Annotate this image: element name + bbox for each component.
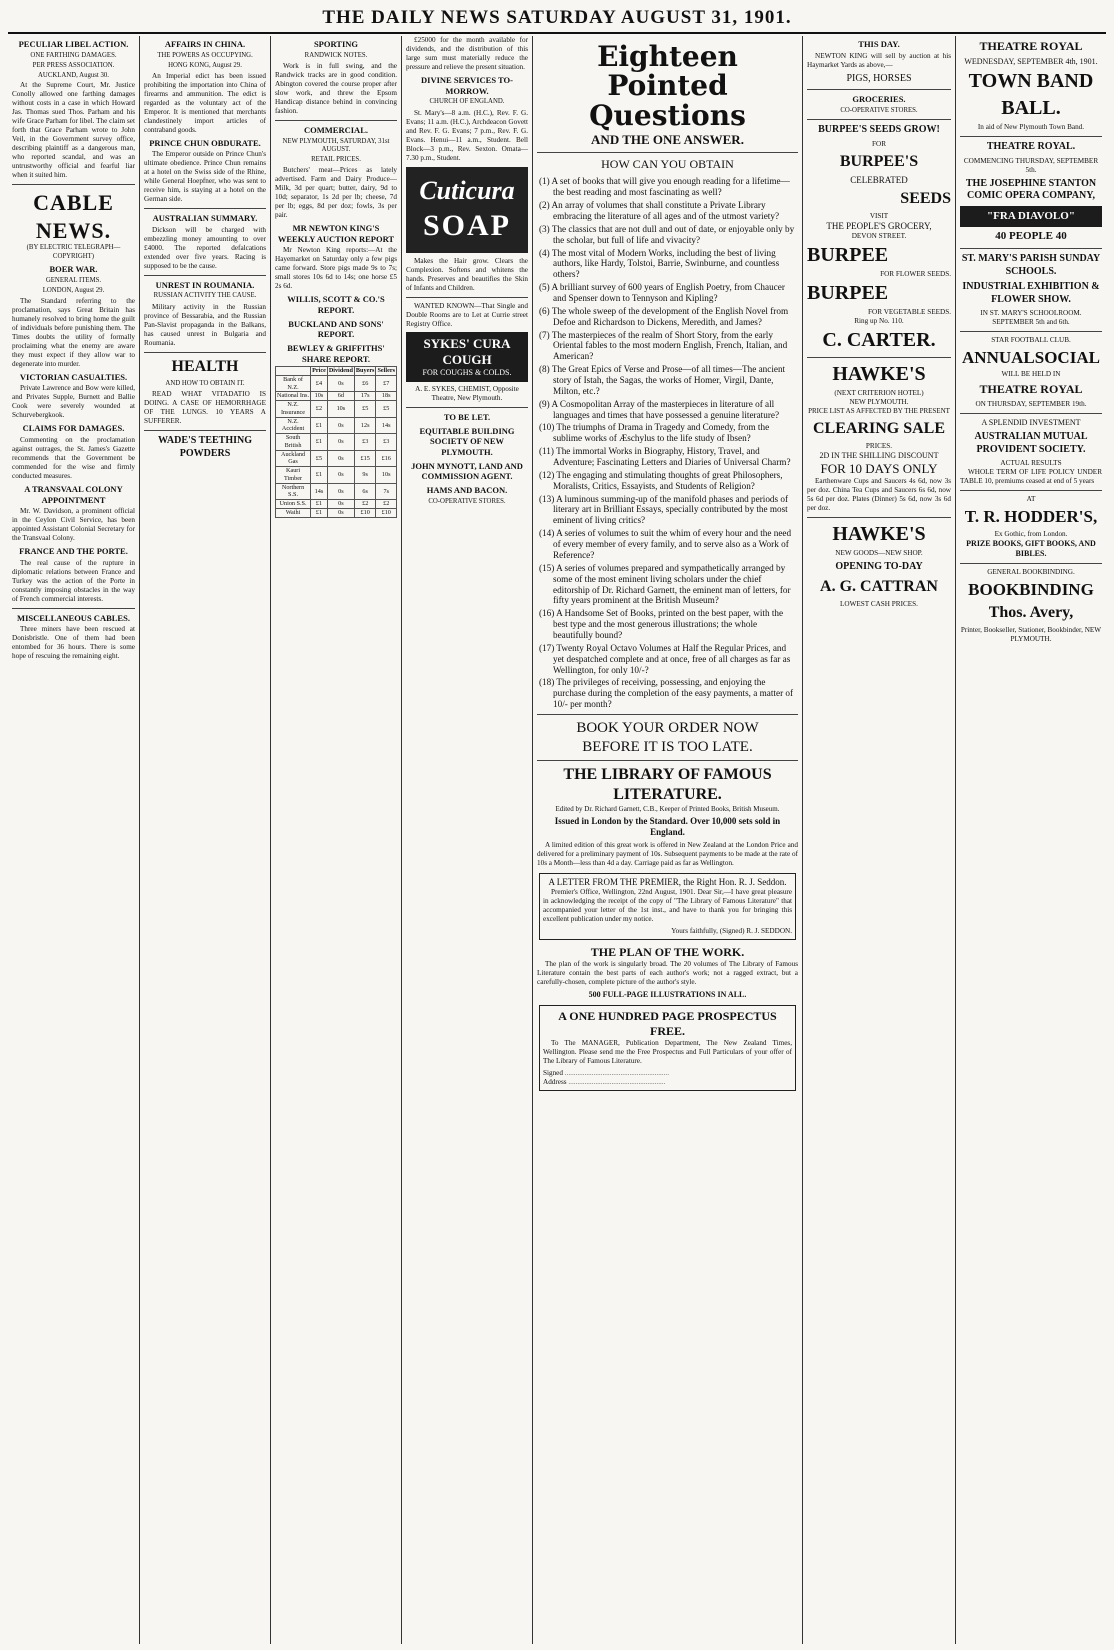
fra-diavolo: "FRA DIAVOLO": [960, 206, 1102, 228]
divider: [12, 608, 135, 609]
divider: [537, 714, 798, 715]
coupon-signed-row: [543, 1069, 792, 1078]
prices-label: PRICES.: [865, 441, 893, 450]
share-cell: 0s: [327, 500, 354, 509]
share-cell: 6s: [354, 483, 376, 500]
share-cell: Auckland Gas: [276, 450, 311, 467]
sykes-address: A. E. SYKES, CHEMIST, Opposite Theatre, New Plymouth.: [415, 385, 519, 403]
lowest-cash: LOWEST CASH PRICES.: [840, 599, 918, 608]
divider: [406, 297, 528, 298]
football-club: STAR FOOTBALL CLUB.: [991, 336, 1071, 344]
column-3: [271, 36, 402, 1644]
policy-body: WHOLE TERM OF LIFE POLICY UNDER TABLE 10, premiums ceased at end of 5 years: [960, 468, 1102, 486]
clearing-sale: CLEARING SALE: [812, 419, 946, 437]
article-subheading: CHURCH OF ENGLAND.: [429, 98, 505, 106]
share-cell: £6: [354, 375, 376, 392]
divider: [807, 517, 951, 518]
divider: [144, 352, 266, 353]
question-item: (6) The whole sweep of the development of the English Novel from Defoe and Richardson to Dickens, Meredith, and James?: [539, 305, 789, 327]
divider: [960, 248, 1102, 249]
share-cell: £5: [354, 401, 376, 418]
article-subheading: RETAIL PRICES.: [311, 155, 361, 163]
question-item: (7) The masterpieces of the realm of Short Story, from the early Oriental fables to the most modern English, French, Italian, and American?: [539, 329, 788, 362]
cuticura-logo: Cuticura: [419, 175, 515, 205]
share-cell: 14s: [376, 417, 397, 434]
share-table-body: [276, 375, 397, 517]
how-heading: HOW CAN YOU OBTAIN: [601, 157, 734, 172]
ad-subtitle: AND HOW TO OBTAIN IT.: [165, 379, 245, 387]
article-heading: A TRANSVAAL COLONY APPOINTMENT: [24, 483, 123, 505]
share-cell: £16: [376, 450, 397, 467]
article-heading: VICTORIAN CASUALTIES.: [19, 371, 128, 382]
agency-line: PER PRESS ASSOCIATION.: [32, 62, 115, 70]
column-5: [533, 36, 803, 1644]
share-cell: £5: [311, 450, 328, 467]
ad-subheading: CO-OPERATIVE STORES.: [840, 106, 918, 114]
plan-heading: THE PLAN OF THE WORK.: [590, 944, 745, 959]
article-heading: UNREST IN ROUMANIA.: [155, 279, 255, 290]
article-heading: WILLIS, SCOTT & CO.'S REPORT.: [287, 294, 385, 316]
share-cell: £2: [311, 401, 328, 418]
share-cell: 18s: [376, 392, 397, 401]
divider: [960, 413, 1102, 414]
article-heading: PRINCE CHUN OBDURATE.: [149, 137, 261, 148]
column-7: [956, 36, 1106, 1644]
share-cell: 10s: [311, 392, 328, 401]
letter-heading: A LETTER FROM THE PREMIER, the Right Hon. R. J. Seddon.: [548, 876, 787, 887]
theatre-royal-3: THEATRE ROYAL: [979, 382, 1083, 397]
coupon-address-row: [543, 1078, 792, 1087]
celebrated: CELEBRATED: [850, 174, 908, 185]
town-band: TOWN BAND: [968, 70, 1094, 92]
hodders: T. R. HODDER'S,: [964, 507, 1098, 527]
article-subheading: ONE FARTHING DAMAGES.: [30, 51, 117, 59]
stanton-company: THE JOSEPHINE STANTON COMIC OPERA COMPANY,: [965, 177, 1097, 201]
question-item: (3) The classics that are not dull and out of date, or enjoyable only by the scholar, but full of life and vivacity?: [539, 223, 795, 245]
share-cell: Waihi: [276, 508, 311, 517]
share-cell: £4: [311, 375, 328, 392]
article-body: The real cause of the rupture in diplomatic relations between France and Turkey was the action of the Porte in constantly imposing obstacles in the way of French commercial interests.: [12, 558, 135, 603]
article-heading: AUSTRALIAN SUMMARY.: [152, 213, 258, 224]
article-heading: MR NEWTON KING'S WEEKLY AUCTION REPORT: [277, 223, 395, 244]
soap-logo: SOAP: [422, 209, 511, 243]
article-body: Three miners have been rescued at Donisbristle. One of them had been entombed for 36 hours. There is some hope of rescuing the remaining eight.: [12, 625, 135, 661]
share-cell: £10: [376, 508, 397, 517]
peoples-grocery: THE PEOPLE'S GROCERY,: [826, 220, 932, 231]
bookbinding: BOOKBINDING: [968, 579, 1094, 599]
prospectus-coupon: [539, 1005, 796, 1091]
share-cell: 0s: [327, 450, 354, 467]
article-body: At the Supreme Court, Mr. Justice Conolly allowed one farthing damages without costs in a case in which Howard Jas. Thomas sued Thos. Parham and his wife Grace Parham for libel. The claim set forth that Grace Parham wrote to John Veil, in the Government survey office, describing plaintiff as a dangerous man, who reported scandal, and was an untrustworthy official and fearful liar when it suited him.: [12, 81, 135, 180]
ad-heading: THIS DAY.: [858, 39, 900, 49]
article-heading: BUCKLAND AND SONS' REPORT.: [288, 318, 384, 340]
question-item: (13) A luminous summing-up of the manifold phases and periods of literary art in Brilliant Essays, specially contributed by the most eminent of living critics?: [539, 493, 789, 526]
theatre-royal-2: THEATRE ROYAL.: [986, 141, 1076, 152]
vegetable-seeds: FOR VEGETABLE SEEDS.: [868, 308, 951, 317]
question-item: (5) A brilliant survey of 600 years of English Poetry, from Chaucer and Spenser down to Tennyson and Kipling?: [539, 282, 785, 304]
dateline: LONDON, August 29.: [42, 287, 105, 295]
share-cell: 10s: [376, 467, 397, 484]
share-cell: £1: [311, 508, 328, 517]
amp-society: AUSTRALIAN MUTUAL PROVIDENT SOCIETY.: [974, 431, 1088, 455]
article-heading: TO BE LET.: [443, 412, 491, 423]
share-cell: £3: [376, 434, 397, 451]
order-now: BOOK YOUR ORDER NOW: [576, 719, 759, 736]
signed-line: ..........................................................: [562, 1068, 669, 1077]
actual-results: ACTUAL RESULTS: [1000, 459, 1062, 468]
theatre-royal: THEATRE ROYAL: [979, 39, 1083, 53]
address-line: ......................................................: [566, 1077, 666, 1086]
industrial-exhibition: INDUSTRIAL EXHIBITION & FLOWER SHOW.: [962, 281, 1100, 305]
hawkes-2: HAWKE'S: [832, 523, 926, 546]
question-item: (2) An array of volumes that shall constitute a Private Library embracing the literature of all ages and of the utmost variety?: [539, 200, 780, 221]
cura-cough-ad: [406, 332, 528, 383]
article-body: The Emperor outside on Prince Chun's ultimate obedience. Prince Chun remains at a hotel on the Swiss side of the Rhine, while General Hoepfner, who was sent to receive him, is staying at a hotel on the German side.: [144, 150, 266, 204]
headline-sub: AND THE ONE ANSWER.: [591, 132, 744, 148]
printer: Printer, Bookseller, Stationer, Bookbinder, NEW PLYMOUTH.: [960, 625, 1102, 643]
share-cell: £1: [311, 500, 328, 509]
share-cell: £2: [354, 500, 376, 509]
share-cell: 17s: [354, 392, 376, 401]
question-item: (1) A set of books that will give you enough reading for a lifetime—the best reading and most fascinating as well?: [539, 176, 790, 198]
article-body: Work is in full swing, and the Randwick tracks are in good condition. Abington covered the course proper after slow work, and threw the Epsom Handicap distance behind in convincing fashion.: [275, 62, 397, 116]
question-item: (12) The engaging and stimulating thoughts of great Philosophers, Moralists, Critics, Essayists, and Students of Religion?: [539, 469, 783, 491]
address-label: Address: [543, 1077, 567, 1086]
letter-body: Premier's Office, Wellington, 22nd August, 1901. Dear Sir,—I have great pleasure in acknowledging the receipt of the copy of "The Library of Famous Literature" that accompanied your letter of the 1st inst., and have to thank you for bringing this excellent publication under my notice.: [543, 887, 792, 923]
investment: A SPLENDID INVESTMENT: [981, 418, 1081, 428]
prospectus-body: To The MANAGER, Publication Department, The New Zealand Times, Wellington. Please send me the Free Prospectus and Full Particulars of your offer of The Library of Famous Literature.: [543, 1038, 792, 1065]
library-title: THE LIBRARY OF FAMOUS LITERATURE.: [563, 766, 772, 804]
share-cell: 0s: [327, 434, 354, 451]
share-cell: South British: [276, 434, 311, 451]
criterion: (NEXT CRITERION HOTEL): [834, 389, 924, 398]
price-list: PRICE LIST AS AFFECTED BY THE PRESENT: [808, 407, 950, 416]
general-bookbinding: GENERAL BOOKBINDING.: [987, 567, 1075, 576]
article-subheading: THE POWERS AS OCCUPYING.: [157, 51, 253, 59]
article-heading: DIVINE SERVICES TO-MORROW.: [421, 75, 513, 96]
ad-body: WANTED KNOWN—That Single and Double Rooms are to Let at Currie street Registry Office.: [406, 301, 528, 328]
avery: Thos. Avery,: [988, 603, 1074, 621]
social-date: ON THURSDAY, SEPTEMBER 19th.: [975, 400, 1087, 409]
share-table-header: [276, 367, 397, 376]
share-cell: 10s: [327, 401, 354, 418]
cura-cough-subtitle: FOR COUGHS & COLDS.: [422, 368, 512, 378]
share-cell: £7: [376, 375, 397, 392]
question-list: [537, 176, 798, 710]
table-row: [276, 467, 397, 484]
article-heading: BOER WAR.: [49, 264, 98, 275]
premier-letter-box: [539, 873, 796, 940]
question-item: (18) The privileges of receiving, possessing, and enjoying the purchase during the completion of the easy payments, a matter of 10/- per month?: [539, 677, 794, 710]
article-heading: CLAIMS FOR DAMAGES.: [22, 423, 125, 434]
share-header-cell: Price: [312, 367, 326, 375]
article-body: The Standard referring to the proclamation, says Great Britain has humanely resolved to bring home the guilt of individuals before punishing them. The Times doubts the utility of formally proclaiming what the enemy are aware they must expect if they allow war to degenerate into murder.: [12, 296, 135, 368]
table-row: [276, 450, 397, 467]
goods-list: Earthenware Cups and Saucers 4s 6d, now 3s per doz. China Tea Cups and Saucers 6s 6d, now 5s 6d per doz. Plates (Dinner) 5s 6d, now 3s 6d per doz.: [807, 477, 951, 513]
divider: [960, 490, 1102, 491]
table-row: [276, 508, 397, 517]
seeds: SEEDS: [900, 189, 951, 207]
table-row: [276, 392, 397, 401]
divider: [807, 357, 951, 358]
dateline: NEW PLYMOUTH, SATURDAY, 31st AUGUST.: [282, 137, 390, 154]
section-subtitle: (BY ELECTRIC TELEGRAPH—COPYRIGHT): [26, 244, 121, 260]
article-body: St. Mary's—8 a.m. (H.C.), Rev. F. G. Evans; 11 a.m. (H.C.), Archdeacon Govett and Rev. F. G. Evans; 7 p.m., Rev. F. G. Evans. Henui—11 a.m., Student. Bell Block—3 p.m., Rev. Sexton. Omata—7.30 p.m., Student.: [406, 108, 528, 162]
question-item: (17) Twenty Royal Octavo Volumes at Half the Regular Prices, and yet despatched complete and at once, free of all charges as far as Wellington, for only 10/-?: [539, 642, 791, 675]
article-body: Mr. W. Davidson, a prominent official in the Ceylon Civil Service, has been appointed Assistant Colonial Secretary for the Transvaal Colony.: [12, 507, 135, 543]
article-subheading: CO-OPERATIVE STORES.: [428, 497, 506, 505]
share-header-cell: Sellers: [377, 367, 395, 375]
share-cell: 6d: [327, 392, 354, 401]
september: SEPTEMBER 5th and 6th.: [992, 318, 1070, 326]
cuticura-ad: [406, 167, 528, 253]
article-body: Military activity in the Russian province of Bessarabia, and the Russian Pan-Slavist propaganda in the Balkans, has caused unrest in Bulgaria and Roumania.: [144, 302, 266, 347]
column-1: [8, 36, 140, 1644]
share-cell: Northern S.S.: [276, 483, 311, 500]
share-cell: £2: [376, 500, 397, 509]
table-row: [276, 417, 397, 434]
column-2: [140, 36, 271, 1644]
share-cell: Union S.S.: [276, 500, 311, 509]
masthead: THE DAILY NEWS SATURDAY AUGUST 31, 1901.: [8, 4, 1106, 34]
share-cell: £1: [311, 434, 328, 451]
share-cell: £10: [354, 508, 376, 517]
share-cell: Bank of N.Z.: [276, 375, 311, 392]
ad-body: NEWTON KING will sell by auction at his Haymarket Yards as above,—: [807, 51, 951, 69]
share-cell: 0s: [327, 375, 354, 392]
divider: [144, 208, 266, 209]
share-cell: 0s: [327, 467, 354, 484]
article-heading: JOHN MYNOTT, LAND AND COMMISSION AGENT.: [411, 460, 523, 482]
ad-heading: GROCERIES.: [852, 94, 906, 105]
cura-cough-title: SYKES' CURA COUGH: [423, 335, 511, 367]
column-6: [803, 36, 956, 1644]
question-item: (8) The Great Epics of Verse and Prose—of all times—The ancient story of Istah, the Sagas, the works of Homer, Virgil, Dante, Milton, etc.?: [539, 364, 786, 396]
question-item: (11) The immortal Works in Biography, History, Travel, and Adventure; Fascinating Letters and Diaries of Universal Charm?: [539, 446, 791, 468]
too-late: BEFORE IT IS TOO LATE.: [582, 738, 753, 755]
at-label: AT: [1026, 495, 1036, 504]
headline-banner: Eighteen Pointed Questions: [589, 40, 746, 132]
divider: [537, 152, 798, 153]
question-item: (16) A Handsome Set of Books, printed on the best paper, with the best type and the most generous illustrations; the whole beautifully bound?: [539, 608, 784, 640]
ad-title-health: HEALTH: [171, 357, 239, 375]
divider: [537, 760, 798, 761]
article-heading: BEWLEY & GRIFFITHS' SHARE REPORT.: [287, 342, 385, 364]
annual-social: ANNUALSOCIAL: [962, 348, 1100, 367]
dateline: AUCKLAND, August 30.: [38, 71, 109, 79]
schoolroom: IN ST. MARY'S SCHOOLROOM.: [980, 309, 1082, 317]
share-cell: 12s: [354, 417, 376, 434]
discount: 2D IN THE SHILLING DISCOUNT: [819, 450, 939, 460]
cattran: A. G. CATTRAN: [820, 577, 938, 595]
theatre-date: WEDNESDAY, SEPTEMBER 4th, 1901.: [964, 57, 1098, 66]
illustrations-line: 500 FULL-PAGE ILLUSTRATIONS IN ALL.: [588, 989, 747, 999]
article-heading: MISCELLANEOUS CABLES.: [17, 612, 130, 623]
share-cell: N.Z. Insurance: [276, 401, 311, 418]
divider: [144, 275, 266, 276]
share-cell: 0s: [327, 417, 354, 434]
question-item: (10) The triumphs of Drama in Tragedy and Comedy, from the sublime works of Æschylus to the life study of Ibsen?: [539, 422, 770, 444]
section-title-cable-news: CABLE NEWS.: [33, 190, 114, 243]
ball: BALL.: [1001, 97, 1061, 119]
article-body: Commenting on the proclamation against outrages, the St. James's Gazette recommends that the Government be commended for the wise and firmly conducted measures.: [12, 435, 135, 480]
section-heading-sporting: SPORTING: [313, 39, 359, 49]
divider: [275, 120, 397, 121]
prospectus-heading: A ONE HUNDRED PAGE PROSPECTUS FREE.: [558, 1008, 777, 1038]
share-cell: £1: [311, 417, 328, 434]
article-subheading: GENERAL ITEMS.: [45, 276, 102, 284]
ten-days: FOR 10 DAYS ONLY: [820, 460, 938, 476]
hawkes: HAWKE'S: [832, 363, 926, 386]
ad-title-wade: WADE'S TEETHING POWDERS: [157, 435, 252, 459]
question-item: (14) A series of volumes to suit the whim of every hour and the need of every member of every family, and to serve also as a Work of Reference?: [539, 528, 792, 560]
article-body: Private Lawrence and Bow were killed, and Privates Supple, Burnett and Ballie Cook were severely wounded at Schurvebergkook.: [12, 384, 135, 420]
question-item: (15) A series of volumes prepared and sympathetically arranged by some of the most eminent living scholars under the chief editorship of Dr. Richard Garnett, the eminent man of letters, for fifty years prominent at the British Museum?: [539, 562, 791, 606]
divider: [960, 331, 1102, 332]
burpee-flower: BURPEE: [807, 244, 889, 267]
burpee-vegetable: BURPEE: [807, 282, 889, 305]
article-heading: AFFAIRS IN CHINA.: [164, 39, 246, 49]
carter: C. CARTER.: [822, 329, 936, 352]
divider: [807, 89, 951, 90]
article-heading: PECULIAR LIBEL ACTION.: [18, 39, 129, 49]
new-plymouth: NEW PLYMOUTH.: [849, 398, 909, 407]
table-row: [276, 483, 397, 500]
share-header-cell: [276, 367, 311, 376]
table-row: [276, 375, 397, 392]
share-cell: 9s: [354, 467, 376, 484]
burpees: BURPEE'S: [839, 152, 919, 170]
article-body: Butchers' meat—Prices as lately advertised. Farm and Dairy Produce—Milk, 3d per quart; butter, dairy, 9d to 10d; separator, 1s 2d per lb; cheese, 7d per lb; eggs, 8d per doz; fowls, 3s per pair.: [275, 166, 397, 220]
share-cell: 0s: [327, 508, 354, 517]
ad-body: READ WHAT VITADATIO IS DOING. A CASE OF HEMORRHAGE OF THE LUNGS. 10 YEARS A SUFFERER.: [144, 390, 266, 426]
plan-body: The plan of the work is singularly broad. The 20 volumes of The Library of Famous Literature contain the best parts of each author's work; not a ragged extract, but a carefully-chosen, complete picture of the author's style.: [537, 959, 798, 986]
share-header-cell: Buyers: [355, 367, 375, 375]
share-cell: 7s: [376, 483, 397, 500]
held-in: WILL BE HELD IN: [1001, 370, 1061, 379]
article-body: £25000 for the month available for dividends, and the distribution of this large sum must materially reduce the pressure and relieve the present situation.: [406, 36, 528, 71]
article-subheading: RANDWICK NOTES.: [304, 51, 368, 59]
article-body: Dickson will be charged with embezzling money amounting to over £4000. The reported defalcations extended over five years. Racing is supposed to be the cause.: [144, 225, 266, 270]
section-heading-commercial: COMMERCIAL.: [304, 125, 368, 136]
divider: [960, 563, 1102, 564]
ad-body: Makes the Hair grow. Clears the Complexion. Softens and whitens the hands. Preserves and beautifies the Skin of Infants and Children.: [406, 256, 528, 292]
question-item: (9) A Cosmopolitan Array of the masterpieces in literature of all languages and times that have possessed a genuine literature?: [539, 398, 780, 420]
divider: [12, 184, 135, 185]
ad-pigs-horses: PIGS, HORSES: [846, 72, 912, 84]
letter-signature: Yours faithfully, (Signed) R. J. SEDDON.: [671, 926, 792, 935]
share-cell: £15: [354, 450, 376, 467]
ex-gothic: Ex Gothic, from London.: [994, 529, 1068, 538]
divider: [960, 136, 1102, 137]
share-cell: N.Z. Accident: [276, 417, 311, 434]
share-cell: 14s: [311, 483, 328, 500]
column-4: [402, 36, 533, 1644]
share-header-cell: Dividend: [328, 367, 353, 375]
article-heading: FRANCE AND THE PORTE.: [19, 546, 128, 557]
burpee-grow: BURPEE'S SEEDS GROW!: [818, 124, 940, 136]
flower-seeds: FOR FLOWER SEEDS.: [880, 270, 951, 279]
share-cell: £1: [311, 467, 328, 484]
devon-street: DEVON STREET.: [851, 232, 907, 241]
ball-sub: In aid of New Plymouth Town Band.: [977, 123, 1085, 131]
prize-books: PRIZE BOOKS, GIFT BOOKS, AND BIBLES.: [966, 538, 1096, 558]
share-table: [275, 366, 397, 518]
commencing: COMMENCING THURSDAY, SEPTEMBER 5th.: [963, 156, 1099, 174]
columns: [8, 36, 1106, 1644]
article-body: An Imperial edict has been issued prohibiting the importation into China of firearms and ammunition. The edict is regarded as the voluntary act of the Emperor. It is mentioned that merchants clandestinely import articles of contraband goods.: [144, 71, 266, 134]
opening-today: OPENING TO-DAY: [835, 561, 923, 573]
sunday-schools: ST. MARY'S PARISH SUNDAY SCHOOLS.: [961, 253, 1101, 277]
share-cell: National Ins.: [277, 392, 310, 400]
divider: [144, 430, 266, 431]
dateline: HONG KONG, August 29.: [168, 62, 242, 70]
ring-up: Ring up No. 110.: [854, 317, 904, 326]
share-cell: £3: [354, 434, 376, 451]
table-row: [276, 434, 397, 451]
divider: [406, 407, 528, 408]
library-subtitle: Edited by Dr. Richard Garnett, C.B., Keeper of Printed Books, British Museum.: [555, 805, 780, 814]
signed-label: Signed: [543, 1068, 563, 1077]
issued-line: Issued in London by the Standard. Over 10,000 sets sold in England.: [554, 816, 781, 838]
table-row: [276, 500, 397, 509]
article-heading: HAMS AND BACON.: [426, 484, 508, 495]
question-item: (4) The most vital of Modern Works, including the best of living authors, like Hardy, Tolstoi, Barrie, Swinburne, and countless others?: [539, 247, 780, 280]
article-body: Mr Newton King reports:—At the Hayemarket on Saturday only a few pigs came forward. Store pigs made 9s to 7s; small stores 10s 6d to 14s; one horse £5 2s 6d.: [275, 246, 397, 291]
share-cell: 0s: [327, 483, 354, 500]
ad-body: A limited edition of this great work is offered in New Zealand at the London Price and delivered for a preliminary payment of 10s. Subsequent payments to be made at the rate of 10s a Month—less than 4d a day. Carriage paid as far as Wellington.: [537, 840, 798, 867]
divider: [807, 119, 951, 120]
table-row: [276, 401, 397, 418]
share-cell: Kauri Timber: [276, 467, 311, 484]
visit: VISIT: [869, 211, 889, 220]
article-subheading: RUSSIAN ACTIVITY THE CAUSE.: [153, 292, 257, 300]
ad-for: FOR: [872, 139, 886, 148]
share-cell: £5: [376, 401, 397, 418]
forty-people: 40 PEOPLE 40: [995, 230, 1067, 243]
new-goods: NEW GOODS—NEW SHOP.: [835, 549, 923, 558]
article-heading: EQUITABLE BUILDING SOCIETY OF NEW PLYMOUTH.: [419, 425, 515, 458]
